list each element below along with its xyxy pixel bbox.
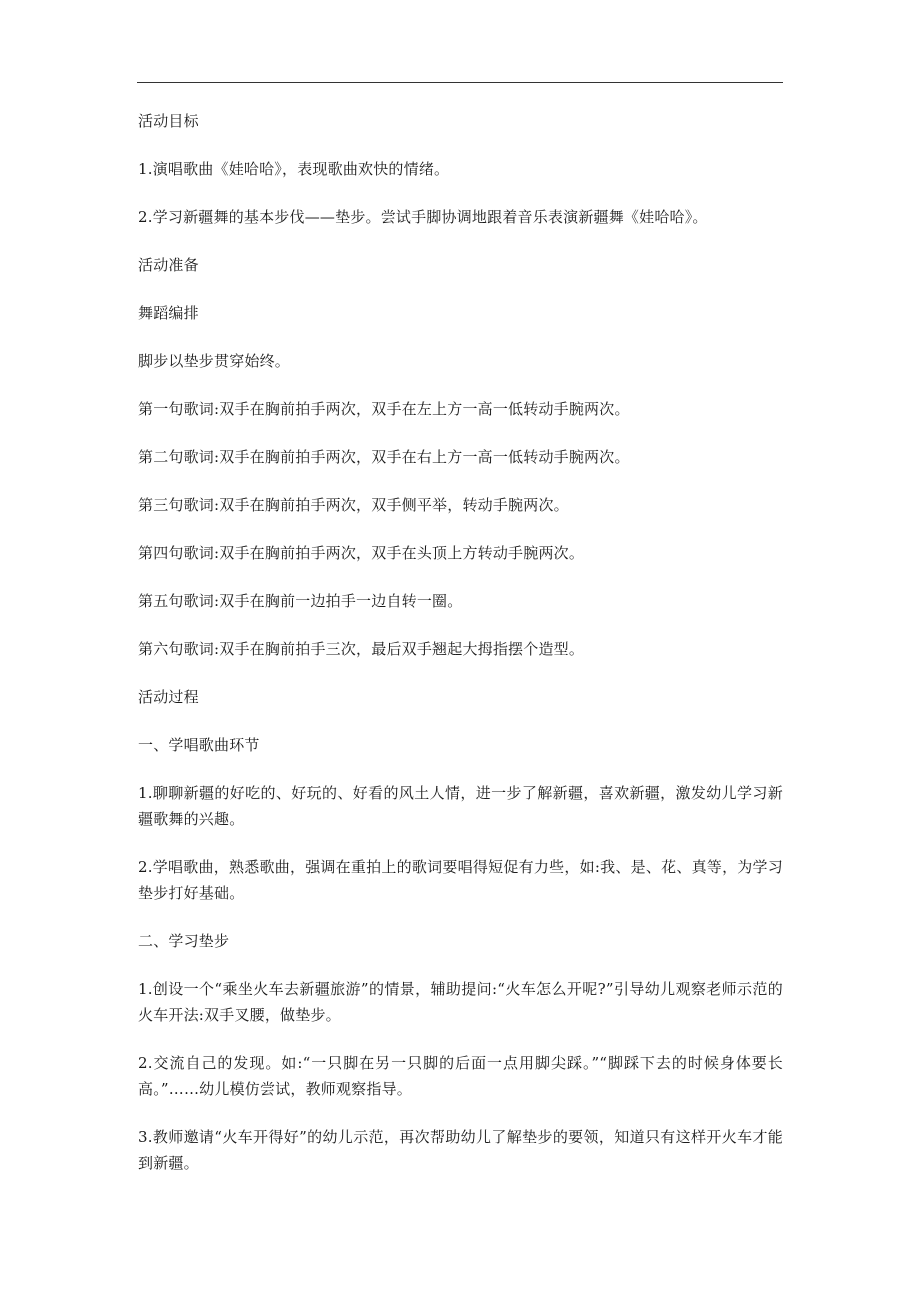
paragraph: 1.创设一个“乘坐火车去新疆旅游”的情景，辅助提问:“火车怎么开呢?”引导幼儿观察老师示范的火车开法:双手叉腰，做垫步。 [138, 980, 783, 1024]
subheading-singing: 一、学唱歌曲环节 [138, 736, 260, 754]
paragraph: 第二句歌词:双手在胸前拍手两次，双手在右上方一高一低转动手腕两次。 [138, 448, 630, 466]
paragraph: 3.教师邀请“火车开得好”的幼儿示范，再次帮助幼儿了解垫步的要领，知道只有这样开火车才能到新疆。 [138, 1128, 783, 1172]
paragraph: 第四句歌词:双手在胸前拍手两次，双手在头顶上方转动手腕两次。 [138, 544, 585, 562]
paragraph: 第六句歌词:双手在胸前拍手三次，最后双手翘起大拇指摆个造型。 [138, 640, 585, 658]
section-heading-process: 活动过程 [138, 688, 199, 706]
section-heading-preparation: 活动准备 [138, 256, 199, 274]
paragraph: 脚步以垫步贯穿始终。 [138, 352, 291, 370]
paragraph: 2.交流自己的发现。如:“一只脚在另一只脚的后面一点用脚尖踩。”“脚踩下去的时候身体要长高。”……幼儿模仿尝试，教师观察指导。 [138, 1054, 783, 1098]
paragraph: 第五句歌词:双手在胸前一边拍手一边自转一圈。 [138, 592, 463, 610]
paragraph: 2.学唱歌曲，熟悉歌曲，强调在重拍上的歌词要唱得短促有力些，如:我、是、花、真等，为学习垫步打好基础。 [138, 858, 783, 902]
header-rule [137, 82, 783, 83]
section-heading-goals: 活动目标 [138, 112, 199, 130]
paragraph: 2.学习新疆舞的基本步伐——垫步。尝试手脚协调地跟着音乐表演新疆舞《娃哈哈》。 [138, 208, 708, 226]
paragraph: 1.聊聊新疆的好吃的、好玩的、好看的风土人情，进一步了解新疆，喜欢新疆，激发幼儿学习新疆歌舞的兴趣。 [138, 784, 783, 828]
paragraph: 1.演唱歌曲《娃哈哈》，表现歌曲欢快的情绪。 [138, 160, 450, 178]
paragraph: 第三句歌词:双手在胸前拍手两次，双手侧平举，转动手腕两次。 [138, 496, 569, 514]
subheading-step: 二、学习垫步 [138, 932, 230, 950]
subheading-choreography: 舞蹈编排 [138, 304, 199, 322]
document-body [138, 108, 783, 1198]
paragraph: 第一句歌词:双手在胸前拍手两次，双手在左上方一高一低转动手腕两次。 [138, 400, 630, 418]
